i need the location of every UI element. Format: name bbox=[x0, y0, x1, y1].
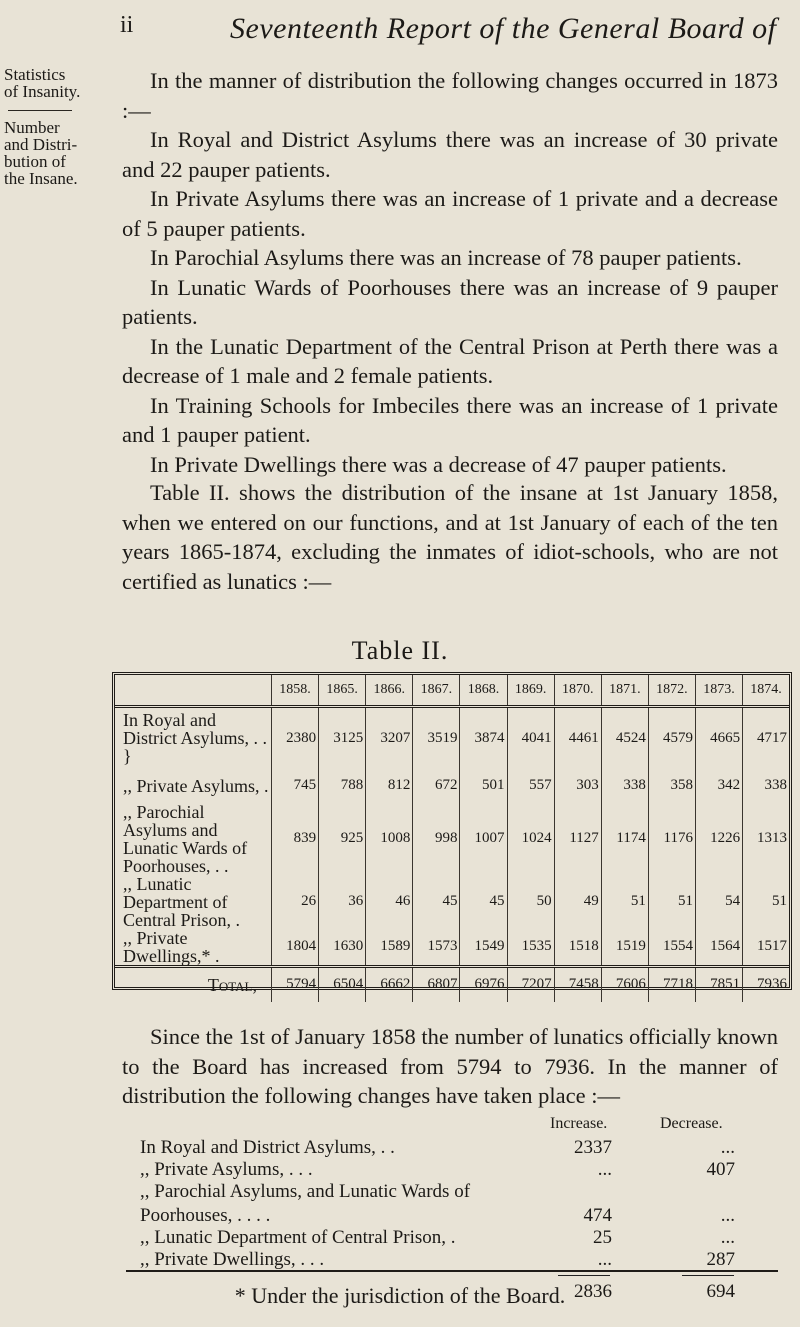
table-row bbox=[115, 707, 789, 769]
table-cell: 3207 bbox=[366, 707, 413, 769]
running-title: Seventeenth Report of the General Board of bbox=[230, 12, 777, 45]
change-label: ,, Lunatic Department of Central Prison, . bbox=[140, 1227, 456, 1248]
table-cell: 45 bbox=[413, 875, 460, 929]
table-cell: 4579 bbox=[648, 707, 695, 769]
table-cell: 36 bbox=[319, 875, 366, 929]
table-cell: 303 bbox=[554, 769, 601, 803]
table-cell: 1573 bbox=[413, 929, 460, 967]
total-cell: 6504 bbox=[319, 966, 366, 1002]
margin-note-line: of Insanity. bbox=[4, 82, 81, 101]
running-header bbox=[0, 12, 800, 52]
year-header: 1872. bbox=[648, 675, 695, 707]
table-cell: 1804 bbox=[272, 929, 319, 967]
paragraph-table-intro: Table II. shows the distribution of the insane at 1st January 1858, when we entered on our functions, and at 1st January of each of the ten years 1865-1874, excluding the inmates of idiot-schools, who are not certified as lunatics :— bbox=[122, 480, 778, 594]
table-corner bbox=[115, 675, 272, 707]
page-number: ii bbox=[120, 12, 134, 38]
change-row bbox=[140, 1137, 780, 1159]
table-cell: 3519 bbox=[413, 707, 460, 769]
footnote-rule bbox=[126, 1270, 778, 1272]
change-row bbox=[140, 1227, 780, 1249]
year-header: 1874. bbox=[743, 675, 789, 707]
row-label: ,, Private Dwellings,* . bbox=[123, 927, 220, 966]
table-cell: 4041 bbox=[507, 707, 554, 769]
table-cell: 1517 bbox=[743, 929, 789, 967]
sum-rule bbox=[682, 1275, 734, 1277]
row-label: ,, Parochial Asylums and Lunatic Wards of Poorhouses, . . bbox=[123, 801, 248, 876]
table-cell: 1174 bbox=[601, 803, 648, 875]
change-label: ,, Private Asylums, . . . bbox=[140, 1159, 313, 1180]
year-header: 1871. bbox=[601, 675, 648, 707]
footnote: * Under the jurisdiction of the Board. bbox=[234, 1283, 566, 1308]
table-cell: 1554 bbox=[648, 929, 695, 967]
table-cell: 1564 bbox=[695, 929, 742, 967]
table-cell: 1127 bbox=[554, 803, 601, 875]
paragraph-parochial: In Parochial Asylums there was an increase of 78 pauper patients. bbox=[150, 245, 742, 270]
table-caption: Table II. bbox=[351, 636, 449, 665]
table-cell: 557 bbox=[507, 769, 554, 803]
total-cell: 7936 bbox=[743, 966, 789, 1002]
table-cell: 342 bbox=[695, 769, 742, 803]
change-row bbox=[140, 1205, 780, 1227]
body-text-top bbox=[122, 66, 778, 479]
distribution-table bbox=[115, 675, 789, 1002]
table-cell: 51 bbox=[743, 875, 789, 929]
change-label: ,, Parochial Asylums, and Lunatic Wards of bbox=[140, 1181, 471, 1202]
year-header: 1870. bbox=[554, 675, 601, 707]
paragraph-poorhouses: In Lunatic Wards of Poorhouses there was an increase of 9 pauper patients. bbox=[122, 274, 778, 329]
total-cell: 7851 bbox=[695, 966, 742, 1002]
table-cell: 1589 bbox=[366, 929, 413, 967]
change-increase: 2337 bbox=[574, 1137, 612, 1158]
table-cell: 1518 bbox=[554, 929, 601, 967]
table-cell: 2380 bbox=[272, 707, 319, 769]
table-ii bbox=[112, 672, 792, 995]
table-cell: 1008 bbox=[366, 803, 413, 875]
table-row bbox=[115, 803, 789, 875]
table-cell: 1176 bbox=[648, 803, 695, 875]
decrease-heading: Decrease. bbox=[660, 1115, 723, 1132]
table-cell: 4524 bbox=[601, 707, 648, 769]
change-decrease: ... bbox=[720, 1137, 735, 1158]
table-cell: 501 bbox=[460, 769, 507, 803]
table-cell: 1519 bbox=[601, 929, 648, 967]
increase-heading: Increase. bbox=[550, 1115, 608, 1132]
table-row bbox=[115, 769, 789, 803]
year-header: 1858. bbox=[272, 675, 319, 707]
table-cell: 4461 bbox=[554, 707, 601, 769]
table-cell: 4717 bbox=[743, 707, 789, 769]
change-increase: ... bbox=[597, 1159, 612, 1180]
total-decrease: 694 bbox=[706, 1281, 735, 1302]
paragraph-prison: In the Lunatic Department of the Central Prison at Perth there was a decrease of 1 male and 2 female patients. bbox=[122, 333, 778, 388]
table-cell: 925 bbox=[319, 803, 366, 875]
total-cell: 7458 bbox=[554, 966, 601, 1002]
change-row bbox=[140, 1159, 780, 1181]
body-text-changes-intro bbox=[122, 1022, 778, 1111]
margin-note-line: bution of bbox=[4, 152, 66, 171]
paragraph-training: In Training Schools for Imbeciles there was an increase of 1 private and 1 pauper patient. bbox=[122, 392, 778, 447]
change-row bbox=[140, 1181, 780, 1203]
table-cell: 45 bbox=[460, 875, 507, 929]
table-cell: 672 bbox=[413, 769, 460, 803]
margin-note-divider bbox=[8, 110, 72, 111]
total-cell: 5794 bbox=[272, 966, 319, 1002]
change-increase: 474 bbox=[583, 1205, 612, 1226]
table-cell: 788 bbox=[319, 769, 366, 803]
total-cell: 6976 bbox=[460, 966, 507, 1002]
change-label: In Royal and District Asylums, . . bbox=[140, 1137, 395, 1158]
table-cell: 1007 bbox=[460, 803, 507, 875]
table-cell: 51 bbox=[648, 875, 695, 929]
sum-rule bbox=[558, 1275, 610, 1277]
table-total-row bbox=[115, 966, 789, 1002]
table-cell: 4665 bbox=[695, 707, 742, 769]
row-label: ,, Private Asylums, . bbox=[123, 775, 269, 796]
change-decrease: ... bbox=[720, 1227, 735, 1248]
margin-note-line: the Insane. bbox=[4, 169, 78, 188]
table-cell: 49 bbox=[554, 875, 601, 929]
paragraph-dwellings: In Private Dwellings there was a decrease of 47 pauper patients. bbox=[150, 451, 727, 477]
table-cell: 51 bbox=[601, 875, 648, 929]
year-header: 1869. bbox=[507, 675, 554, 707]
row-label: In Royal and District Asylums, . . } bbox=[123, 710, 268, 767]
margin-note-line: Number bbox=[4, 118, 60, 137]
table-cell: 998 bbox=[413, 803, 460, 875]
paragraph-royal: In Royal and District Asylums there was an increase of 30 private and 22 pauper patients. bbox=[122, 127, 778, 182]
table-cell: 50 bbox=[507, 875, 554, 929]
table-cell: 3125 bbox=[319, 707, 366, 769]
total-label: Total, bbox=[115, 966, 272, 1002]
table-cell: 812 bbox=[366, 769, 413, 803]
year-header: 1867. bbox=[413, 675, 460, 707]
year-header: 1866. bbox=[366, 675, 413, 707]
table-header-row bbox=[115, 675, 789, 707]
table-cell: 3874 bbox=[460, 707, 507, 769]
table-cell: 745 bbox=[272, 769, 319, 803]
table-cell: 839 bbox=[272, 803, 319, 875]
total-cell: 6807 bbox=[413, 966, 460, 1002]
total-cell: 7606 bbox=[601, 966, 648, 1002]
table-cell: 26 bbox=[272, 875, 319, 929]
year-header: 1865. bbox=[319, 675, 366, 707]
change-decrease: 407 bbox=[706, 1159, 735, 1180]
table-cell: 1024 bbox=[507, 803, 554, 875]
table-cell: 338 bbox=[743, 769, 789, 803]
table-cell: 1535 bbox=[507, 929, 554, 967]
table-cell: 1549 bbox=[460, 929, 507, 967]
margin-note-line: Statistics bbox=[4, 65, 66, 84]
table-cell: 1226 bbox=[695, 803, 742, 875]
change-row bbox=[140, 1249, 780, 1271]
table-cell: 1313 bbox=[743, 803, 789, 875]
paragraph-private: In Private Asylums there was an increase of 1 private and a decrease of 5 pauper patients. bbox=[122, 186, 778, 241]
table-row bbox=[115, 875, 789, 929]
margin-note-statistics bbox=[4, 66, 104, 187]
body-text-table-intro bbox=[122, 478, 778, 596]
total-increase: 2836 bbox=[574, 1281, 612, 1302]
table-row bbox=[115, 929, 789, 967]
total-cell: 7718 bbox=[648, 966, 695, 1002]
paragraph-intro: In the manner of distribution the following changes occurred in 1873 :— bbox=[122, 68, 778, 123]
table-cell: 358 bbox=[648, 769, 695, 803]
table-cell: 54 bbox=[695, 875, 742, 929]
change-label: Poorhouses, . . . . bbox=[140, 1205, 271, 1226]
margin-note-line: and Distri- bbox=[4, 135, 78, 154]
table-cell: 338 bbox=[601, 769, 648, 803]
change-increase: ... bbox=[597, 1249, 612, 1270]
change-decrease: ... bbox=[720, 1205, 735, 1226]
change-decrease: 287 bbox=[706, 1249, 735, 1270]
row-label: ,, Lunatic Department of Central Prison, . bbox=[123, 873, 240, 930]
table-cell: 46 bbox=[366, 875, 413, 929]
table-cell: 1630 bbox=[319, 929, 366, 967]
total-cell: 7207 bbox=[507, 966, 554, 1002]
change-label: ,, Private Dwellings, . . . bbox=[140, 1249, 325, 1270]
year-header: 1873. bbox=[695, 675, 742, 707]
change-increase: 25 bbox=[593, 1227, 612, 1248]
total-cell: 6662 bbox=[366, 966, 413, 1002]
paragraph-changes-intro: Since the 1st of January 1858 the number of lunatics officially known to the Board has increased from 5794 to 7936. In the manner of distribution the following changes have taken place :— bbox=[122, 1024, 778, 1108]
year-header: 1868. bbox=[460, 675, 507, 707]
